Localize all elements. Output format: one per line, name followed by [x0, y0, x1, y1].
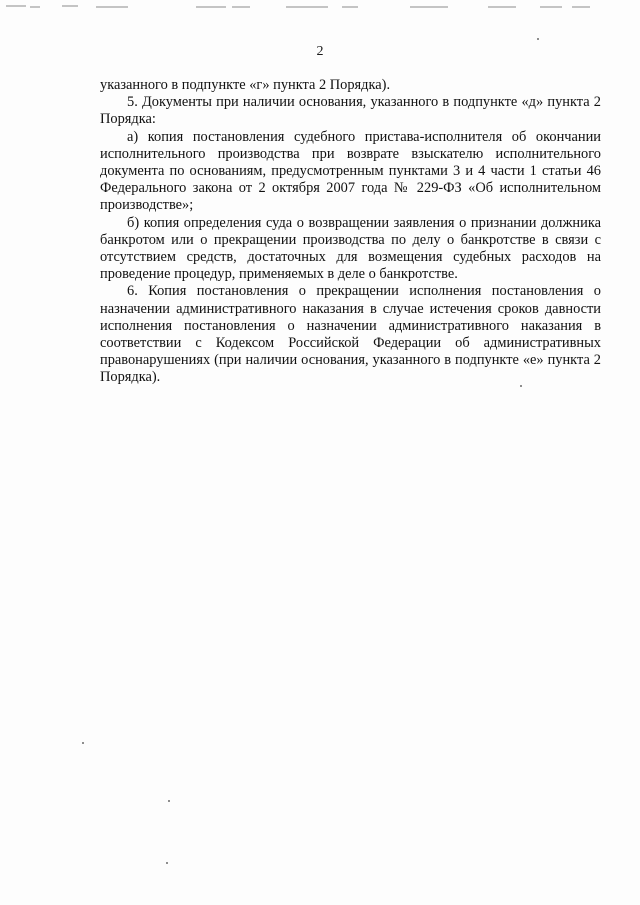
document-body — [100, 77, 601, 387]
paragraph-subitem-a: а) копия постановления судебного пристава-исполнителя об окончании исполнительного производства при возврате взыскателю исполнительного документа по основаниям, предусмотренным пунктами 3 и 4 части 1 статьи 46 Федерального закона от 2 октября 2007 года № 229-ФЗ «Об исполнительном производстве»; — [100, 128, 601, 214]
paragraph-continuation: указанного в подпункте «г» пункта 2 Порядка). — [100, 77, 391, 93]
paragraph-item-6: 6. Копия постановления о прекращении исполнения постановления о назначении административного наказания в случае истечения сроков давности исполнения постановления о назначении административного наказания в соответствии с Кодексом Российской Федерации об административных правонарушениях (при наличии основания, указанного в подпункте «е» пункта 2 Порядка). — [100, 283, 601, 386]
scan-speck — [166, 862, 168, 864]
paragraph-item-5: 5. Документы при наличии основания, указанного в подпункте «д» пункта 2 Порядка: — [100, 94, 601, 128]
scan-speck — [82, 742, 84, 744]
scan-artifacts — [0, 0, 640, 14]
scan-speck — [520, 385, 522, 387]
scan-speck — [537, 38, 539, 40]
scan-speck — [168, 800, 170, 802]
paragraph-subitem-b: б) копия определения суда о возвращении заявления о признании должника банкротом или о прекращении производства по делу о банкротстве в связи с отсутствием средств, достаточных для возмещения судебных расходов на проведение процедур, применяемых в деле о банкротстве. — [100, 214, 601, 283]
page-number: 2 — [316, 44, 324, 59]
